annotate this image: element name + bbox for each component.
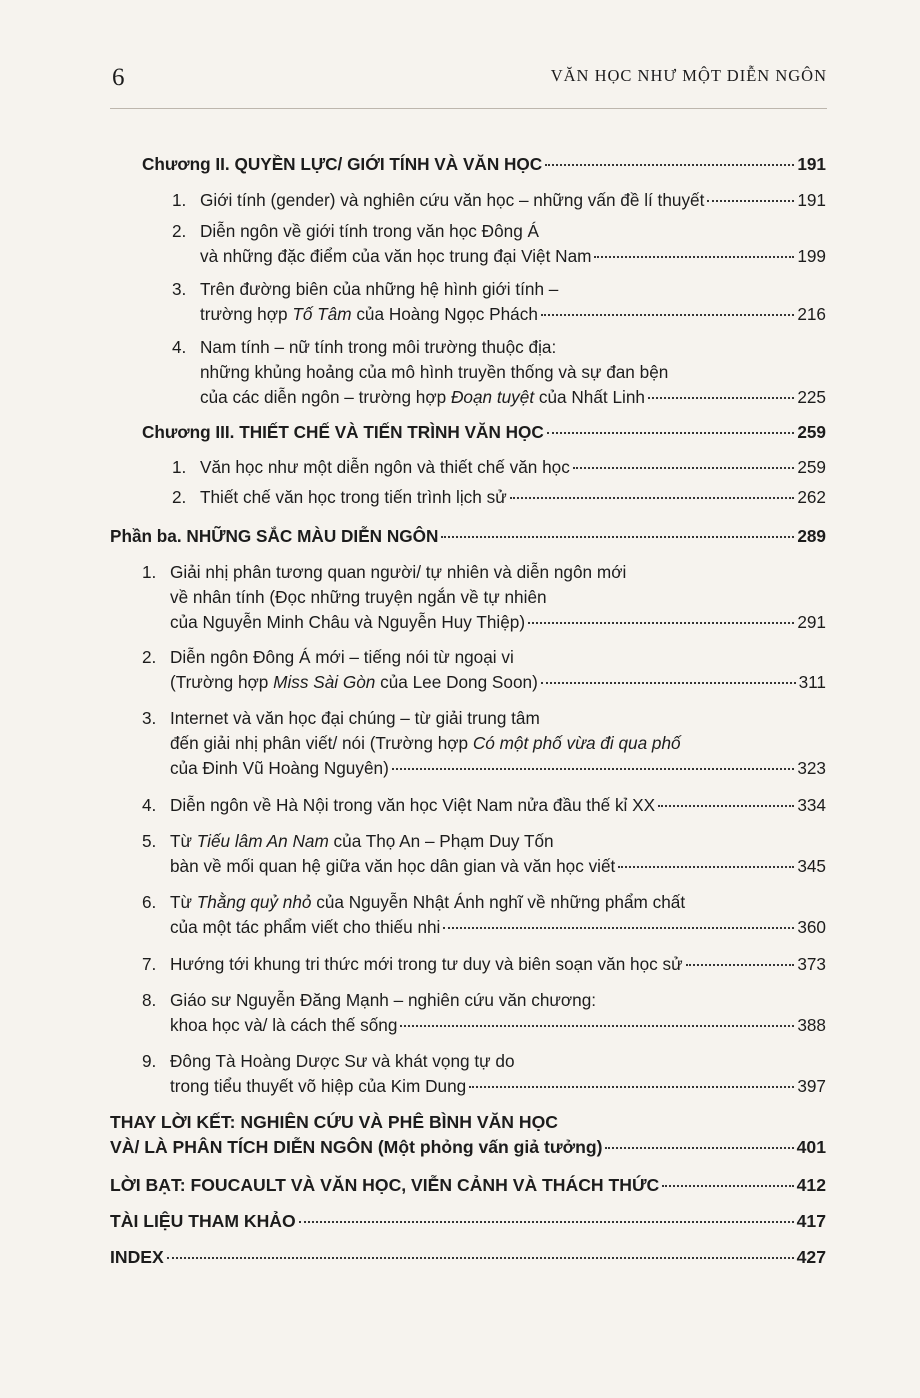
toc-entry-2-4 bbox=[172, 335, 826, 410]
toc-number: 4. bbox=[172, 337, 187, 357]
toc-title-text: (Trường hợp bbox=[170, 672, 274, 692]
dot-leader bbox=[541, 314, 794, 316]
book-title: Thằng quỷ nhỏ bbox=[196, 892, 312, 912]
toc-entry-p3-1 bbox=[142, 560, 826, 635]
toc-index bbox=[110, 1245, 826, 1270]
toc-title-line: và những đặc điểm của văn học trung đại Việt Nam bbox=[200, 246, 592, 266]
toc-chapter-2 bbox=[142, 152, 826, 177]
dot-leader bbox=[167, 1257, 794, 1259]
toc-title-line: Giáo sư Nguyễn Đăng Mạnh – nghiên cứu văn chương: bbox=[170, 990, 597, 1010]
toc-number: 9. bbox=[142, 1051, 157, 1071]
toc-page: 191 bbox=[797, 190, 826, 210]
toc-page: 334 bbox=[797, 795, 826, 815]
toc-page: 417 bbox=[796, 1211, 826, 1231]
toc-page: 191 bbox=[797, 154, 826, 174]
toc-page: 388 bbox=[797, 1015, 826, 1035]
toc-title-line: Nam tính – nữ tính trong môi trường thuộc địa: bbox=[200, 337, 557, 357]
toc-entry-3-2 bbox=[172, 485, 826, 510]
dot-leader bbox=[662, 1185, 793, 1187]
toc-page: 360 bbox=[797, 917, 826, 937]
toc-title-line: Giải nhị phân tương quan người/ tự nhiên và diễn ngôn mới bbox=[170, 562, 627, 582]
toc-page: 412 bbox=[796, 1175, 826, 1195]
toc-number: 6. bbox=[142, 892, 157, 912]
toc-title-text: đến giải nhị phân viết/ nói (Trường hợp bbox=[170, 733, 473, 753]
toc-number: 1. bbox=[142, 562, 157, 582]
toc-title-line: của Đinh Vũ Hoàng Nguyên) bbox=[170, 758, 389, 778]
toc-title: Thiết chế văn học trong tiến trình lịch sử bbox=[200, 487, 507, 507]
header-rule bbox=[110, 108, 827, 109]
toc-page: 373 bbox=[797, 954, 826, 974]
toc-page: 259 bbox=[797, 457, 826, 477]
toc-page: 291 bbox=[797, 612, 826, 632]
toc-number: 1. bbox=[172, 457, 187, 477]
toc-number: 5. bbox=[142, 831, 157, 851]
dot-leader bbox=[469, 1086, 794, 1088]
toc-title: Diễn ngôn về Hà Nội trong văn học Việt Nam nửa đầu thế kỉ XX bbox=[170, 795, 656, 815]
toc-entry-2-3 bbox=[172, 277, 826, 327]
toc-number: 2. bbox=[142, 647, 157, 667]
toc-title: Chương III. THIẾT CHẾ VÀ TIẾN TRÌNH VĂN HỌC bbox=[142, 422, 544, 442]
dot-leader bbox=[573, 467, 794, 469]
toc-page: 289 bbox=[797, 526, 826, 546]
book-title: Miss Sài Gòn bbox=[273, 672, 376, 692]
book-title: Tố Tâm bbox=[292, 304, 352, 324]
toc-entry-2-2 bbox=[172, 219, 826, 269]
toc-title: LỜI BẠT: FOUCAULT VÀ VĂN HỌC, VIỄN CẢNH VÀ THÁCH THỨC bbox=[110, 1175, 660, 1195]
dot-leader bbox=[605, 1147, 793, 1149]
toc-closing bbox=[110, 1110, 826, 1160]
toc-entry-p3-5 bbox=[142, 829, 826, 879]
toc-number: 7. bbox=[142, 954, 157, 974]
dot-leader bbox=[441, 536, 794, 538]
book-title: Tiếu lâm An Nam bbox=[196, 831, 329, 851]
toc-title-text: Từ bbox=[170, 831, 197, 851]
toc-title-line: Trên đường biên của những hệ hình giới tính – bbox=[200, 279, 559, 299]
toc-title-text: của Nhất Linh bbox=[534, 387, 645, 407]
toc-entry-p3-3 bbox=[142, 706, 826, 781]
toc-entry-p3-8 bbox=[142, 988, 826, 1038]
toc-title-line: Internet và văn học đại chúng – từ giải trung tâm bbox=[170, 708, 540, 728]
page-number: 6 bbox=[112, 64, 125, 91]
toc-title-line: bàn về mối quan hệ giữa văn học dân gian và văn học viết bbox=[170, 856, 616, 876]
dot-leader bbox=[443, 927, 794, 929]
toc-number: 1. bbox=[172, 190, 187, 210]
toc-title-line: Diễn ngôn về giới tính trong văn học Đông Á bbox=[200, 221, 539, 241]
toc-page: 259 bbox=[797, 422, 826, 442]
toc-title-line: của một tác phẩm viết cho thiếu nhi bbox=[170, 917, 441, 937]
toc-title-line: Diễn ngôn Đông Á mới – tiếng nói từ ngoại vi bbox=[170, 647, 514, 667]
toc-title-text: Từ bbox=[170, 892, 197, 912]
dot-leader bbox=[541, 682, 796, 684]
toc-page: 427 bbox=[796, 1247, 826, 1267]
toc-number: 2. bbox=[172, 221, 187, 241]
toc-page: 216 bbox=[797, 304, 826, 324]
toc-entry-p3-2 bbox=[142, 645, 826, 695]
toc-part-3 bbox=[110, 524, 826, 549]
dot-leader bbox=[510, 497, 795, 499]
dot-leader bbox=[707, 200, 794, 202]
toc-title-line: THAY LỜI KẾT: NGHIÊN CỨU VÀ PHÊ BÌNH VĂN HỌC bbox=[110, 1112, 558, 1132]
toc-title: Văn học như một diễn ngôn và thiết chế văn học bbox=[200, 457, 570, 477]
toc-entry-p3-7 bbox=[142, 952, 826, 977]
dot-leader bbox=[594, 256, 794, 258]
toc-number: 3. bbox=[142, 708, 157, 728]
toc-title: Giới tính (gender) và nghiên cứu văn học – những vấn đề lí thuyết bbox=[200, 190, 705, 210]
toc-title-text: của Thọ An – Phạm Duy Tốn bbox=[328, 831, 554, 851]
toc-title-text: của Nguyễn Nhật Ánh nghĩ về những phẩm chất bbox=[311, 892, 686, 912]
dot-leader bbox=[648, 397, 794, 399]
toc-entry-2-1 bbox=[172, 188, 826, 213]
toc-entry-p3-9 bbox=[142, 1049, 826, 1099]
toc-title-text: của Hoàng Ngọc Phách bbox=[351, 304, 538, 324]
toc-page: 262 bbox=[797, 487, 826, 507]
toc-page: 401 bbox=[796, 1137, 826, 1157]
book-title: Có một phố vừa đi qua phố bbox=[472, 733, 681, 753]
dot-leader bbox=[299, 1221, 794, 1223]
toc-number: 4. bbox=[142, 795, 157, 815]
toc-title-line: những khủng hoảng của mô hình truyền thống và sự đan bện bbox=[200, 362, 669, 382]
toc-title: TÀI LIỆU THAM KHẢO bbox=[110, 1211, 296, 1231]
toc-page: 345 bbox=[797, 856, 826, 876]
toc-page: 323 bbox=[797, 758, 826, 778]
dot-leader bbox=[618, 866, 794, 868]
dot-leader bbox=[545, 164, 794, 166]
toc-chapter-3 bbox=[142, 420, 826, 445]
toc-title-line: khoa học và/ là cách thế sống bbox=[170, 1015, 398, 1035]
toc-title: Phần ba. NHỮNG SẮC MÀU DIỄN NGÔN bbox=[110, 526, 439, 546]
toc-title-text: trường hợp bbox=[200, 304, 293, 324]
toc-title-text: của các diễn ngôn – trường hợp bbox=[200, 387, 451, 407]
book-title: Đoạn tuyệt bbox=[450, 387, 535, 407]
toc-title-text: của Lee Dong Soon) bbox=[375, 672, 538, 692]
toc-title: Chương II. QUYỀN LỰC/ GIỚI TÍNH VÀ VĂN HỌC bbox=[142, 154, 543, 174]
dot-leader bbox=[686, 964, 795, 966]
toc-page: 199 bbox=[797, 246, 826, 266]
toc-title-line: trong tiểu thuyết võ hiệp của Kim Dung bbox=[170, 1076, 467, 1096]
toc-title-line: Đông Tà Hoàng Dược Sư và khát vọng tự do bbox=[170, 1051, 515, 1071]
toc-page: 311 bbox=[798, 672, 826, 692]
toc-references bbox=[110, 1209, 826, 1234]
toc-number: 8. bbox=[142, 990, 157, 1010]
toc-entry-p3-6 bbox=[142, 890, 826, 940]
dot-leader bbox=[400, 1025, 794, 1027]
toc-number: 3. bbox=[172, 279, 187, 299]
toc-number: 2. bbox=[172, 487, 187, 507]
running-header: VĂN HỌC NHƯ MỘT DIỄN NGÔN bbox=[550, 66, 827, 85]
toc-afterword bbox=[110, 1173, 826, 1198]
toc-page: 225 bbox=[797, 387, 826, 407]
dot-leader bbox=[528, 622, 794, 624]
toc-title-line: VÀ/ LÀ PHÂN TÍCH DIỄN NGÔN (Một phỏng vấn giả tưởng) bbox=[110, 1137, 603, 1157]
toc-title-line: của Nguyễn Minh Châu và Nguyễn Huy Thiệp) bbox=[170, 612, 526, 632]
toc-entry-p3-4 bbox=[142, 793, 826, 818]
dot-leader bbox=[658, 805, 794, 807]
toc-title: Hướng tới khung tri thức mới trong tư duy và biên soạn văn học sử bbox=[170, 954, 683, 974]
toc-entry-3-1 bbox=[172, 455, 826, 480]
dot-leader bbox=[392, 768, 795, 770]
toc-page: 397 bbox=[797, 1076, 826, 1096]
toc-title-line: về nhân tính (Đọc những truyện ngắn về tự nhiên bbox=[170, 587, 547, 607]
dot-leader bbox=[547, 432, 794, 434]
toc-title: INDEX bbox=[110, 1247, 164, 1267]
